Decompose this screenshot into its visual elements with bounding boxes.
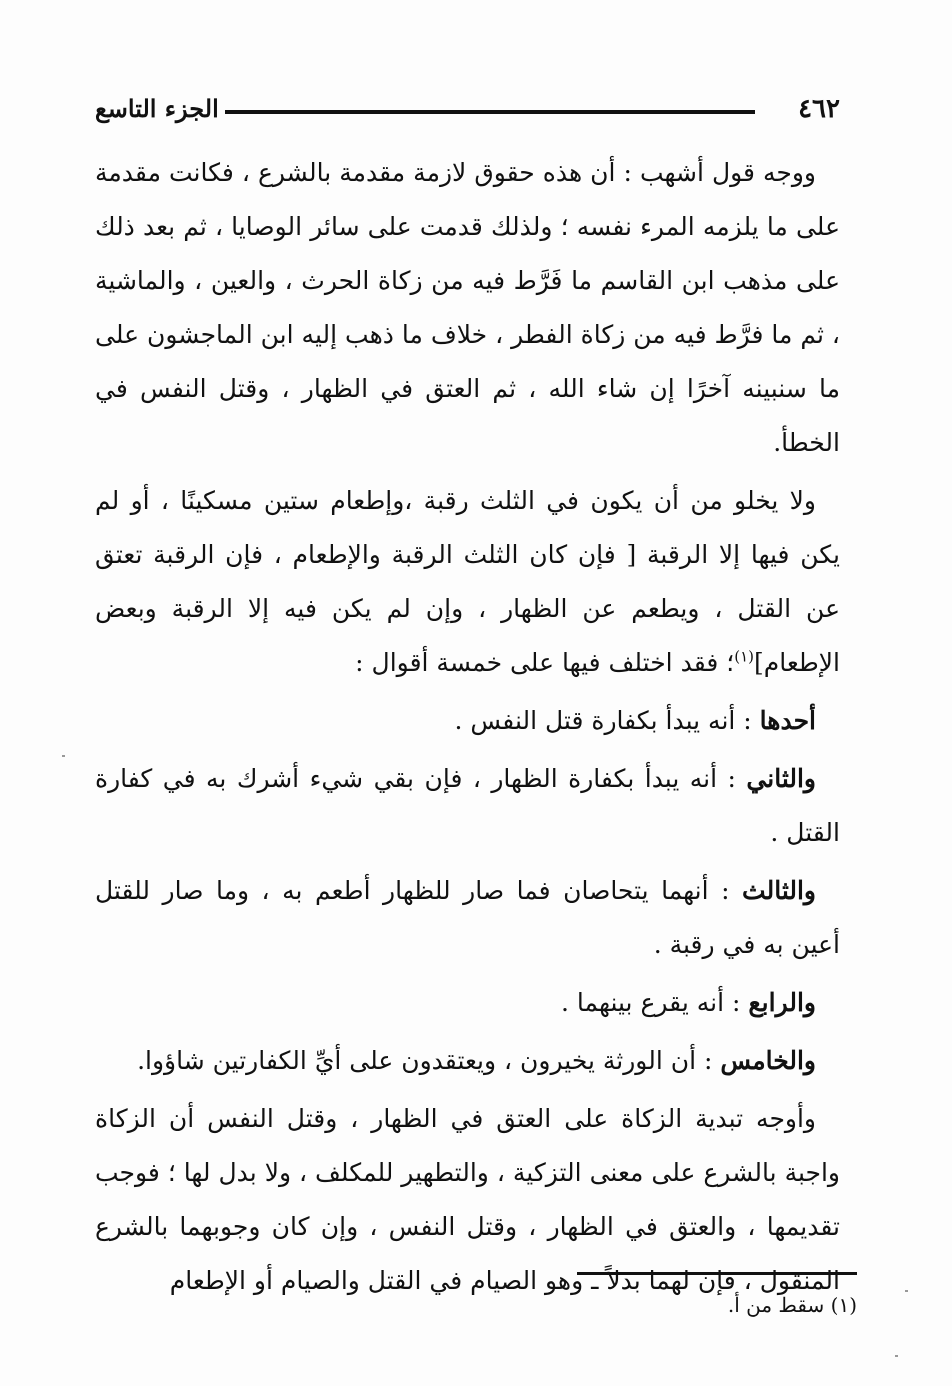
opinion-term: والثالث xyxy=(742,876,816,905)
paragraph-text: : أنهما يتحاصان فما صار للظهار أطعم به ، وما صار للقتل أعين به في رقبة . xyxy=(95,876,840,959)
main-text xyxy=(95,146,840,1312)
paragraph-text: ولا يخلو من أن يكون في الثلث رقبة ،وإطعام ستين مسكينًا ، أو لم يكن فيها إلا الرقبة [ فإن كان الثلث الرقبة والإطعام ، فإن الرقبة تعتق عن القتل ، ويطعم عن الظهار ، وإن لم يكن فيه إلا الرقبة وبعض الإطعام] xyxy=(95,486,840,677)
paragraph-text: : أنه يبدأ بكفارة الظهار ، فإن بقي شيء أشرك به في كفارة القتل . xyxy=(95,764,840,847)
running-head: الجزء التاسع xyxy=(95,94,219,123)
opinion-term: والخامس xyxy=(720,1046,816,1075)
paragraph xyxy=(95,1034,840,1088)
footnote-reference: (١) xyxy=(734,647,754,666)
page-number: ٤٦٢ xyxy=(798,94,840,124)
scan-speck xyxy=(62,755,65,757)
header-rule xyxy=(225,110,755,114)
paragraph xyxy=(95,976,840,1030)
paragraph-text: : أنه يقرع بينهما . xyxy=(560,988,749,1017)
paragraph xyxy=(95,1092,840,1308)
paragraph-text: : أنه يبدأ بكفارة قتل النفس . xyxy=(454,706,760,735)
opinion-term: أحدها xyxy=(759,706,816,735)
page-header xyxy=(95,90,840,130)
footnote: (١) سقط من أ. xyxy=(727,1293,857,1317)
opinion-term: والرابع xyxy=(748,988,816,1017)
paragraph xyxy=(95,694,840,748)
footnote-rule xyxy=(577,1272,857,1275)
paragraph-text: ووجه قول أشهب : أن هذه حقوق لازمة مقدمة بالشرع ، فكانت مقدمة على ما يلزمه المرء نفسه ؛ ولذلك قدمت على سائر الوصايا ، ثم بعد ذلك على مذهب ابن القاسم ما فَرَّط فيه من زكاة الحرث ، والعين ، والماشية ، ثم ما فرَّط فيه من زكاة الفطر ، خلاف ما ذهب إليه ابن الماجشون على ما سنبينه آخرًا إن شاء الله ، ثم العتق في الظهار ، وقتل النفس في الخطأ. xyxy=(95,158,840,457)
scan-speck xyxy=(895,1355,898,1357)
paragraph-text: : أن الورثة يخيرون ، ويعتقدون على أيِّ الكفارتين شاؤوا. xyxy=(137,1046,721,1075)
paragraph xyxy=(95,752,840,860)
opinion-term: والثاني xyxy=(746,764,816,793)
paragraph xyxy=(95,864,840,972)
scan-speck xyxy=(905,1290,908,1292)
paragraph xyxy=(95,146,840,470)
paragraph-text: وأوجه تبدية الزكاة على العتق في الظهار ، وقتل النفس أن الزكاة واجبة بالشرع على معنى التزكية ، والتطهير للمكلف ، ولا بدل لها ؛ فوجب تقديمها ، والعتق في الظهار ، وقتل النفس ، وإن كان وجوبهما بالشرع المنقول ، فإن لهما بدلاً ـ وهو الصيام في القتل والصيام أو الإطعام xyxy=(95,1104,840,1295)
paragraph xyxy=(95,474,840,690)
paragraph-text-continued: ؛ فقد اختلف فيها على خمسة أقوال : xyxy=(355,648,735,677)
